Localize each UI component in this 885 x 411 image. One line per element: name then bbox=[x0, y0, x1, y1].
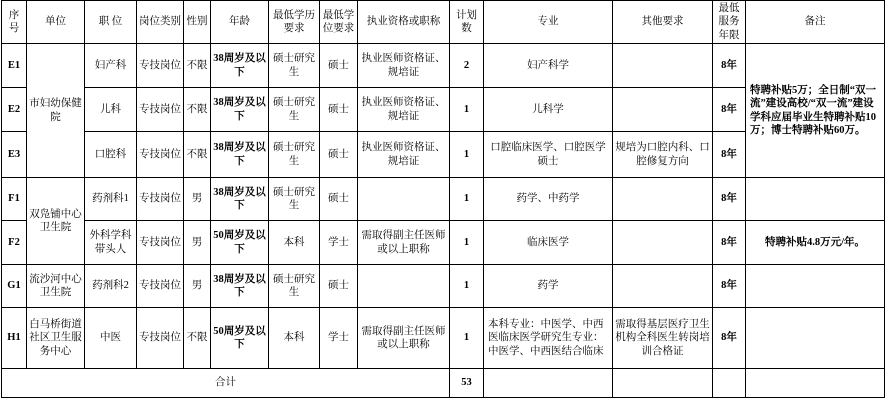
qualification-cell: 执业医师资格证、规培证 bbox=[358, 132, 450, 178]
category-cell: 专技岗位 bbox=[137, 88, 184, 132]
position-cell: 药剂科1 bbox=[85, 178, 137, 221]
education-cell: 硕士研究生 bbox=[269, 178, 320, 221]
table-row bbox=[2, 178, 885, 221]
major-cell: 妇产科学 bbox=[484, 44, 613, 88]
education-cell: 硕士研究生 bbox=[269, 132, 320, 178]
category-cell: 专技岗位 bbox=[137, 308, 184, 369]
table-row bbox=[2, 221, 885, 265]
degree-cell: 硕士 bbox=[320, 88, 358, 132]
note-cell bbox=[746, 178, 885, 221]
total-row bbox=[2, 369, 885, 398]
other-cell bbox=[613, 178, 713, 221]
header-education: 最低学历要求 bbox=[269, 1, 320, 44]
category-cell: 专技岗位 bbox=[137, 44, 184, 88]
header-years: 最低服务年限 bbox=[713, 1, 746, 44]
empty-cell bbox=[484, 369, 613, 398]
empty-cell bbox=[613, 369, 713, 398]
major-cell: 儿科学 bbox=[484, 88, 613, 132]
gender-cell: 不限 bbox=[184, 44, 211, 88]
seq-cell: E3 bbox=[2, 132, 27, 178]
other-cell bbox=[613, 265, 713, 308]
recruitment-table bbox=[1, 0, 885, 398]
gender-cell: 男 bbox=[184, 265, 211, 308]
count-cell: 1 bbox=[450, 265, 484, 308]
major-cell: 药学、中药学 bbox=[484, 178, 613, 221]
seq-cell: F1 bbox=[2, 178, 27, 221]
seq-cell: E1 bbox=[2, 44, 27, 88]
degree-cell: 硕士 bbox=[320, 132, 358, 178]
empty-cell bbox=[713, 369, 746, 398]
major-cell: 药学 bbox=[484, 265, 613, 308]
table-row bbox=[2, 265, 885, 308]
header-degree: 最低学位要求 bbox=[320, 1, 358, 44]
category-cell: 专技岗位 bbox=[137, 265, 184, 308]
header-position: 职 位 bbox=[85, 1, 137, 44]
header-count: 计划数 bbox=[450, 1, 484, 44]
count-cell: 2 bbox=[450, 44, 484, 88]
table-row bbox=[2, 44, 885, 88]
count-cell: 1 bbox=[450, 178, 484, 221]
other-cell: 规培为口腔内科、口腔修复方向 bbox=[613, 132, 713, 178]
qualification-cell: 需取得副主任医师或以上职称 bbox=[358, 221, 450, 265]
header-major: 专业 bbox=[484, 1, 613, 44]
degree-cell: 硕士 bbox=[320, 265, 358, 308]
position-cell: 外科学科带头人 bbox=[85, 221, 137, 265]
years-cell: 8年 bbox=[713, 44, 746, 88]
total-count: 53 bbox=[450, 369, 484, 398]
table-row bbox=[2, 308, 885, 369]
position-cell: 口腔科 bbox=[85, 132, 137, 178]
years-cell: 8年 bbox=[713, 178, 746, 221]
category-cell: 专技岗位 bbox=[137, 132, 184, 178]
total-label: 合计 bbox=[2, 369, 450, 398]
qualification-cell: 需取得副主任医师或以上职称 bbox=[358, 308, 450, 369]
header-gender: 性别 bbox=[184, 1, 211, 44]
years-cell: 8年 bbox=[713, 221, 746, 265]
other-cell bbox=[613, 221, 713, 265]
seq-cell: E2 bbox=[2, 88, 27, 132]
note-cell bbox=[746, 265, 885, 308]
education-cell: 本科 bbox=[269, 308, 320, 369]
position-cell: 儿科 bbox=[85, 88, 137, 132]
unit-cell: 双凫铺中心卫生院 bbox=[27, 178, 85, 265]
other-cell bbox=[613, 44, 713, 88]
years-cell: 8年 bbox=[713, 88, 746, 132]
major-cell: 临床医学 bbox=[484, 221, 613, 265]
position-cell: 中医 bbox=[85, 308, 137, 369]
note-cell bbox=[746, 308, 885, 369]
count-cell: 1 bbox=[450, 88, 484, 132]
gender-cell: 不限 bbox=[184, 308, 211, 369]
unit-cell: 流沙河中心卫生院 bbox=[27, 265, 85, 308]
header-category: 岗位类别 bbox=[137, 1, 184, 44]
header-unit: 单位 bbox=[27, 1, 85, 44]
gender-cell: 不限 bbox=[184, 132, 211, 178]
degree-cell: 学士 bbox=[320, 308, 358, 369]
other-cell bbox=[613, 88, 713, 132]
education-cell: 本科 bbox=[269, 221, 320, 265]
qualification-cell bbox=[358, 178, 450, 221]
count-cell: 1 bbox=[450, 221, 484, 265]
empty-cell bbox=[746, 369, 885, 398]
major-cell: 口腔临床医学、口腔医学硕士 bbox=[484, 132, 613, 178]
header-note: 备注 bbox=[746, 1, 885, 44]
category-cell: 专技岗位 bbox=[137, 178, 184, 221]
note-cell: 特聘补贴4.8万元/年。 bbox=[746, 221, 885, 265]
degree-cell: 硕士 bbox=[320, 178, 358, 221]
position-cell: 妇产科 bbox=[85, 44, 137, 88]
note-cell: 特聘补贴5万；全日制“双一流”建设高校/“双一流”建设学科应届毕业生特聘补贴10万；博士特聘补贴60万。 bbox=[746, 44, 885, 178]
unit-cell: 市妇幼保健院 bbox=[27, 44, 85, 178]
seq-cell: F2 bbox=[2, 221, 27, 265]
education-cell: 硕士研究生 bbox=[269, 88, 320, 132]
education-cell: 硕士研究生 bbox=[269, 265, 320, 308]
count-cell: 1 bbox=[450, 308, 484, 369]
age-cell: 38周岁及以下 bbox=[211, 88, 269, 132]
education-cell: 硕士研究生 bbox=[269, 44, 320, 88]
header-row bbox=[2, 1, 885, 44]
age-cell: 50周岁及以下 bbox=[211, 308, 269, 369]
gender-cell: 不限 bbox=[184, 88, 211, 132]
age-cell: 38周岁及以下 bbox=[211, 44, 269, 88]
position-cell: 药剂科2 bbox=[85, 265, 137, 308]
age-cell: 38周岁及以下 bbox=[211, 178, 269, 221]
gender-cell: 男 bbox=[184, 178, 211, 221]
age-cell: 50周岁及以下 bbox=[211, 221, 269, 265]
age-cell: 38周岁及以下 bbox=[211, 132, 269, 178]
count-cell: 1 bbox=[450, 132, 484, 178]
header-qualification: 执业资格或职称 bbox=[358, 1, 450, 44]
category-cell: 专技岗位 bbox=[137, 221, 184, 265]
seq-cell: H1 bbox=[2, 308, 27, 369]
degree-cell: 硕士 bbox=[320, 44, 358, 88]
years-cell: 8年 bbox=[713, 265, 746, 308]
header-seq: 序号 bbox=[2, 1, 27, 44]
qualification-cell: 执业医师资格证、规培证 bbox=[358, 44, 450, 88]
years-cell: 8年 bbox=[713, 132, 746, 178]
degree-cell: 学士 bbox=[320, 221, 358, 265]
qualification-cell bbox=[358, 265, 450, 308]
unit-cell: 白马桥街道社区卫生服务中心 bbox=[27, 308, 85, 369]
major-cell: 本科专业：中医学、中西医临床医学研究生专业：中医学、中西医结合临床 bbox=[484, 308, 613, 369]
gender-cell: 男 bbox=[184, 221, 211, 265]
qualification-cell: 执业医师资格证、规培证 bbox=[358, 88, 450, 132]
age-cell: 38周岁及以下 bbox=[211, 265, 269, 308]
header-age: 年龄 bbox=[211, 1, 269, 44]
other-cell: 需取得基层医疗卫生机构全科医生转岗培训合格证 bbox=[613, 308, 713, 369]
header-other: 其他要求 bbox=[613, 1, 713, 44]
seq-cell: G1 bbox=[2, 265, 27, 308]
years-cell: 8年 bbox=[713, 308, 746, 369]
